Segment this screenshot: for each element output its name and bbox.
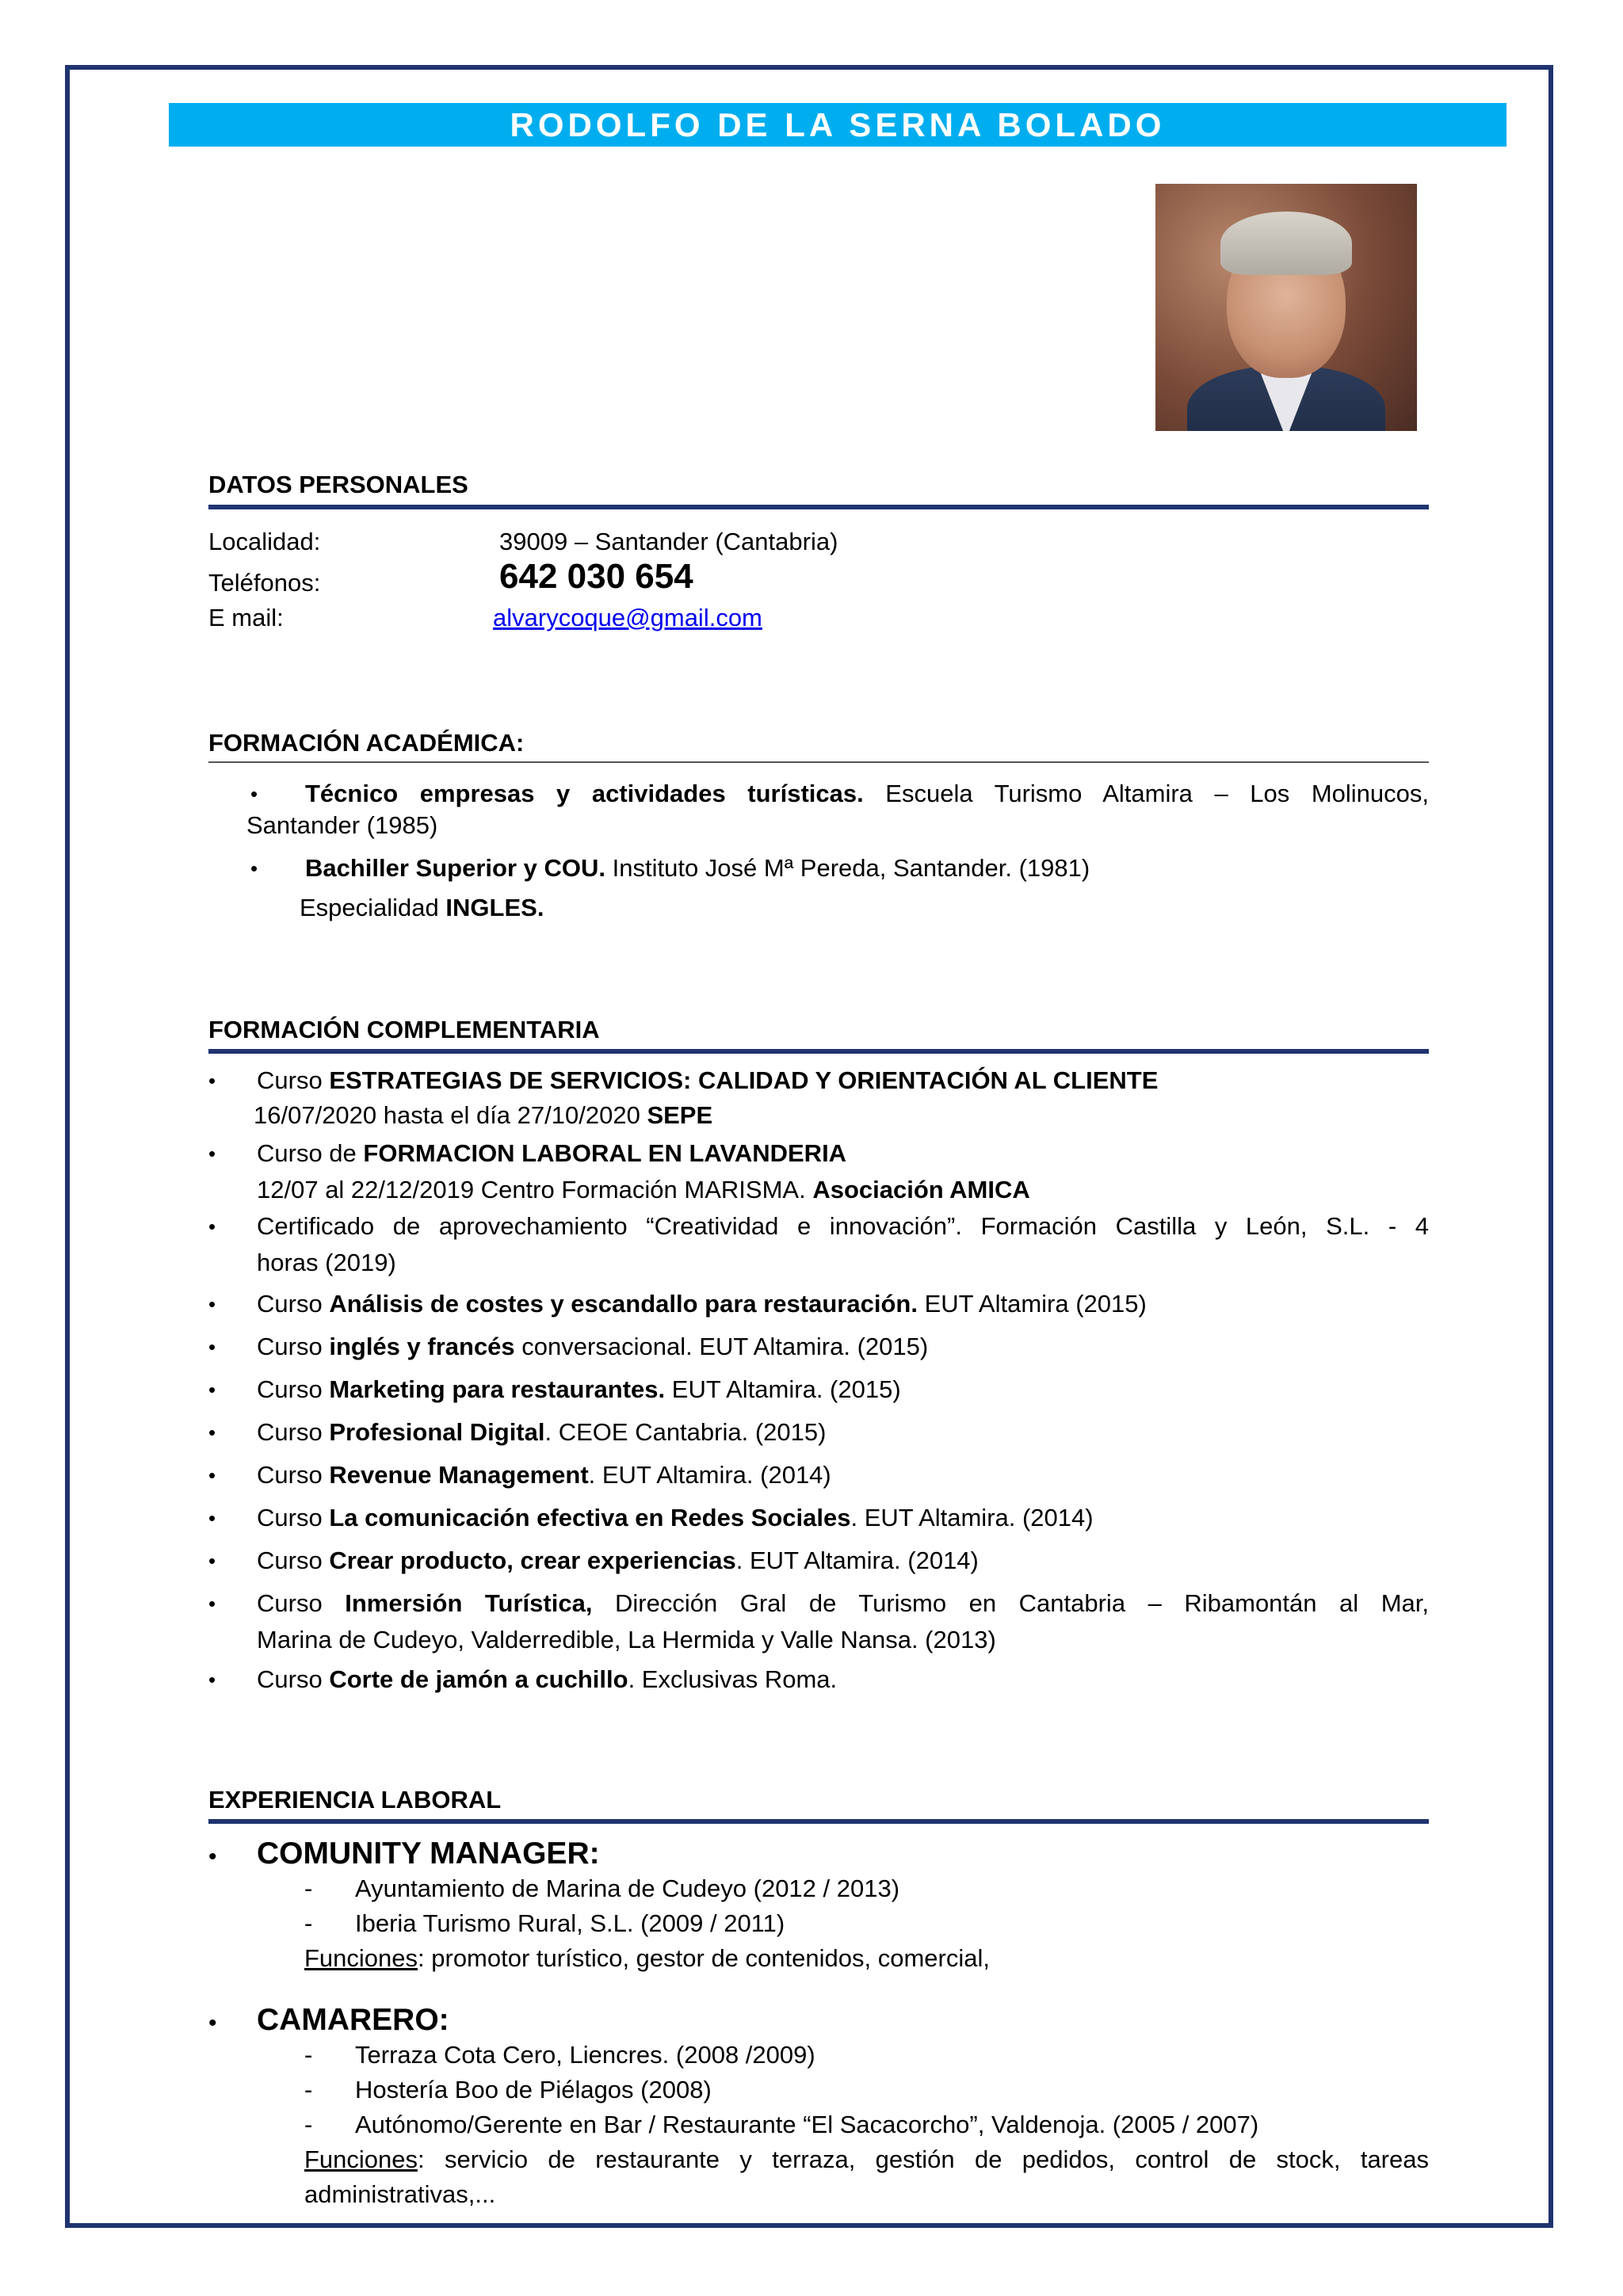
email-link[interactable]: alvarycoque@gmail.com xyxy=(493,604,762,631)
job-entry: Ayuntamiento de Marina de Cudeyo (2012 / 2013) xyxy=(355,1875,900,1902)
course-item: Curso Inmersión Turística, Dirección Gral de Turismo en Cantabria – Ribamontán al Mar, xyxy=(257,1589,1430,1617)
locality-label: Localidad: xyxy=(208,528,321,555)
job-entry: Hostería Boo de Piélagos (2008) xyxy=(355,2076,712,2103)
dash-icon: - xyxy=(304,2111,313,2138)
bullet-icon: • xyxy=(208,1378,216,1402)
phone-label: Teléfonos: xyxy=(208,569,321,597)
course-item: Curso Crear producto, crear experiencias. EUT Altamira. (2014) xyxy=(257,1547,979,1574)
section-divider xyxy=(208,1819,1429,1824)
section-title-complementary: FORMACIÓN COMPLEMENTARIA xyxy=(208,1016,600,1043)
bullet-icon: • xyxy=(208,1335,216,1359)
dash-icon: - xyxy=(304,2076,313,2103)
course-item: Curso La comunicación efectiva en Redes Sociales. EUT Altamira. (2014) xyxy=(257,1504,1094,1531)
academic-item-1-cont: Santander (1985) xyxy=(246,811,438,839)
bullet-icon: • xyxy=(208,1463,216,1487)
job-functions: Funciones: servicio de restaurante y terraza, gestión de pedidos, control de stock, tareas xyxy=(304,2145,1429,2173)
academic-item-2-specialty: Especialidad INGLES. xyxy=(300,894,544,921)
course-item-detail: Marina de Cudeyo, Valderredible, La Hermida y Valle Nansa. (2013) xyxy=(257,1626,996,1653)
bullet-icon: • xyxy=(208,1292,216,1316)
bullet-icon: • xyxy=(208,1142,216,1165)
bullet-icon: • xyxy=(250,782,258,806)
bullet-icon: • xyxy=(208,1668,216,1691)
email-label: E mail: xyxy=(208,604,284,631)
dash-icon: - xyxy=(304,1909,313,1937)
bullet-icon: • xyxy=(208,1844,217,1870)
dash-icon: - xyxy=(304,1875,313,1902)
job-entry: Autónomo/Gerente en Bar / Restaurante “El Sacacorcho”, Valdenoja. (2005 / 2007) xyxy=(355,2111,1259,2138)
job-entry: Terraza Cota Cero, Liencres. (2008 /2009) xyxy=(355,2041,815,2069)
job-functions: Funciones: promotor turístico, gestor de contenidos, comercial, xyxy=(304,1944,990,1972)
candidate-name-banner: RODOLFO DE LA SERNA BOLADO xyxy=(169,103,1507,147)
job-entry: Iberia Turismo Rural, S.L. (2009 / 2011) xyxy=(355,1909,785,1937)
section-title-experience: EXPERIENCIA LABORAL xyxy=(208,1786,502,1814)
course-item: Curso Análisis de costes y escandallo para restauración. EUT Altamira (2015) xyxy=(257,1290,1147,1318)
course-item: Curso Marketing para restaurantes. EUT Altamira. (2015) xyxy=(257,1375,901,1403)
course-item: Curso ESTRATEGIAS DE SERVICIOS: CALIDAD Y ORIENTACIÓN AL CLIENTE xyxy=(257,1066,1159,1094)
section-divider xyxy=(208,505,1429,509)
course-item-detail: 16/07/2020 hasta el día 27/10/2020 SEPE xyxy=(254,1101,713,1129)
job-functions-cont: administrativas,... xyxy=(304,2180,496,2208)
section-divider xyxy=(208,1049,1429,1054)
bullet-icon: • xyxy=(208,1549,216,1573)
bullet-icon: • xyxy=(208,1421,216,1444)
job-title: CAMARERO: xyxy=(257,2003,449,2037)
course-item-detail: 12/07 al 22/12/2019 Centro Formación MARISMA. Asociación AMICA xyxy=(257,1176,1030,1203)
bullet-icon: • xyxy=(250,856,258,880)
bullet-icon: • xyxy=(208,1506,216,1530)
section-title-personal: DATOS PERSONALES xyxy=(208,471,468,498)
course-item: Curso Revenue Management. EUT Altamira. (2014) xyxy=(257,1461,831,1489)
academic-item-2: Bachiller Superior y COU. Instituto José Mª Pereda, Santander. (1981) xyxy=(305,854,1090,882)
bullet-icon: • xyxy=(208,1069,216,1093)
course-item: Curso Corte de jamón a cuchillo. Exclusivas Roma. xyxy=(257,1665,838,1693)
dash-icon: - xyxy=(304,2041,313,2069)
bullet-icon: • xyxy=(208,1215,216,1238)
section-divider xyxy=(208,761,1429,763)
phone-value: 642 030 654 xyxy=(499,557,693,596)
course-item: Curso Profesional Digital. CEOE Cantabria. (2015) xyxy=(257,1418,827,1446)
course-item: Certificado de aprovechamiento “Creatividad e innovación”. Formación Castilla y León, S.L. - 4 xyxy=(257,1212,1429,1240)
profile-photo xyxy=(1155,184,1417,431)
section-title-academic: FORMACIÓN ACADÉMICA: xyxy=(208,729,525,757)
bullet-icon: • xyxy=(208,2010,217,2036)
course-item: Curso de FORMACION LABORAL EN LAVANDERIA xyxy=(257,1139,847,1167)
locality-value: 39009 – Santander (Cantabria) xyxy=(499,528,838,555)
course-item-detail: horas (2019) xyxy=(257,1249,396,1276)
job-title: COMUNITY MANAGER: xyxy=(257,1836,600,1871)
course-item: Curso inglés y francés conversacional. EUT Altamira. (2015) xyxy=(257,1333,929,1360)
academic-item-1: Técnico empresas y actividades turísticas. Escuela Turismo Altamira – Los Molinucos, xyxy=(305,780,1429,807)
bullet-icon: • xyxy=(208,1592,216,1615)
